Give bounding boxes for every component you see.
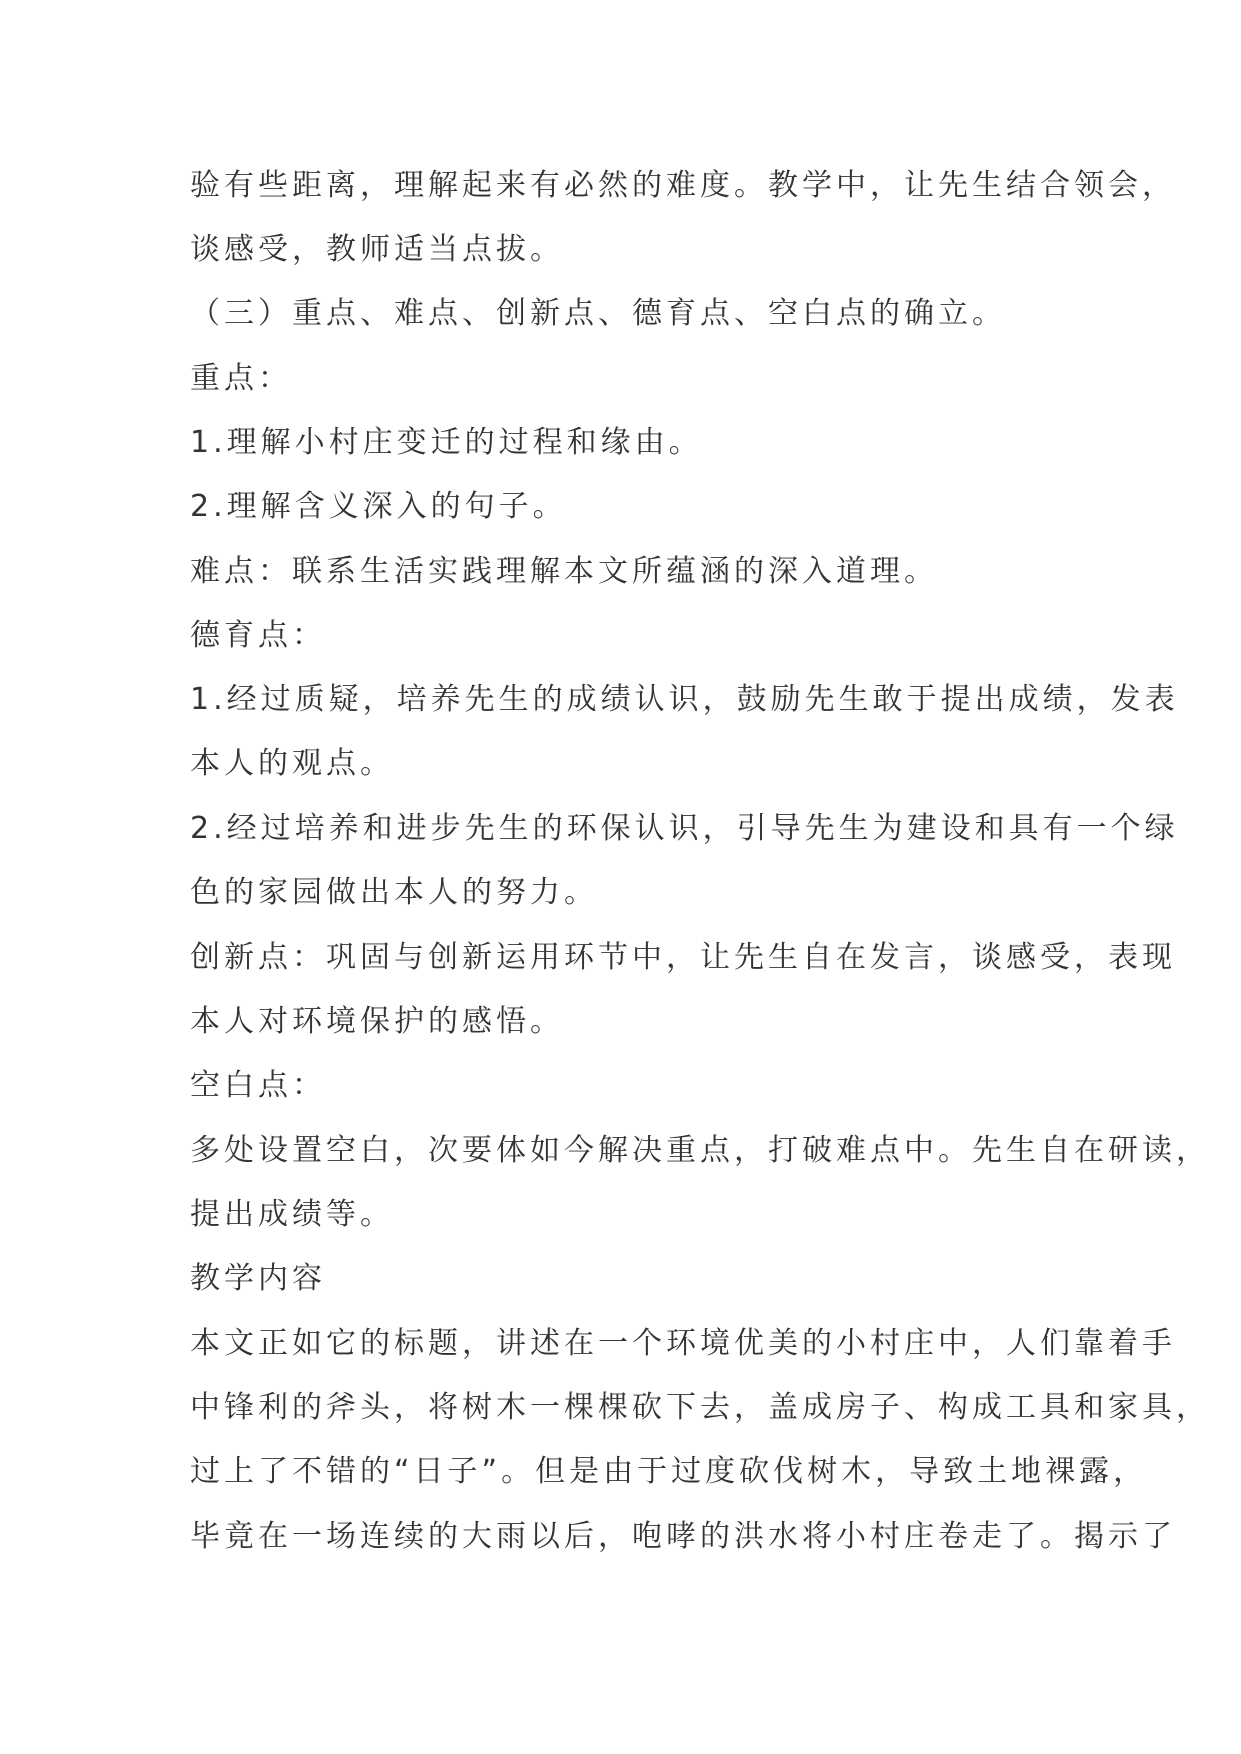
text-line: 过上了不错的“日子”。但是由于过度砍伐树木，导致土地裸露， <box>190 1454 1148 1489</box>
innovation-line: 创新点：巩固与创新运用环节中，让先生自在发言，谈感受，表现 <box>190 940 1176 975</box>
text-line: 多处设置空白，次要体如今解决重点，打破难点中。先生自在研读， <box>190 1133 1210 1168</box>
text-line: 本人对环境保护的感悟。 <box>190 1004 564 1039</box>
list-item: 2.理解含义深入的句子。 <box>190 489 567 524</box>
text-line: 毕竟在一场连续的大雨以后，咆哮的洪水将小村庄卷走了。揭示了 <box>190 1519 1176 1554</box>
text-line: 色的家园做出本人的努力。 <box>190 875 598 910</box>
text-line: 验有些距离，理解起来有必然的难度。教学中，让先生结合领会， <box>190 168 1176 203</box>
subheading-blank-points: 空白点： <box>190 1068 326 1103</box>
difficulty-line: 难点：联系生活实践理解本文所蕴涵的深入道理。 <box>190 554 938 589</box>
text-line: 提出成绩等。 <box>190 1197 394 1232</box>
subheading-key-points: 重点： <box>190 361 292 396</box>
text-line: 本人的观点。 <box>190 746 394 781</box>
list-item: 2.经过培养和进步先生的环保认识，引导先生为建设和具有一个绿 <box>190 811 1179 846</box>
list-item: 1.理解小村庄变迁的过程和缘由。 <box>190 425 703 460</box>
section-heading-content: 教学内容 <box>190 1261 326 1296</box>
text-line: 本文正如它的标题，讲述在一个环境优美的小村庄中，人们靠着手 <box>190 1326 1176 1361</box>
text-line: 中锋利的斧头，将树木一棵棵砍下去，盖成房子、构成工具和家具， <box>190 1390 1210 1425</box>
text-line: 谈感受，教师适当点拔。 <box>190 232 564 267</box>
list-item: 1.经过质疑，培养先生的成绩认识，鼓励先生敢于提出成绩，发表 <box>190 682 1179 717</box>
subheading-moral-education: 德育点： <box>190 618 326 653</box>
section-heading: （三）重点、难点、创新点、德育点、空白点的确立。 <box>190 296 1006 331</box>
